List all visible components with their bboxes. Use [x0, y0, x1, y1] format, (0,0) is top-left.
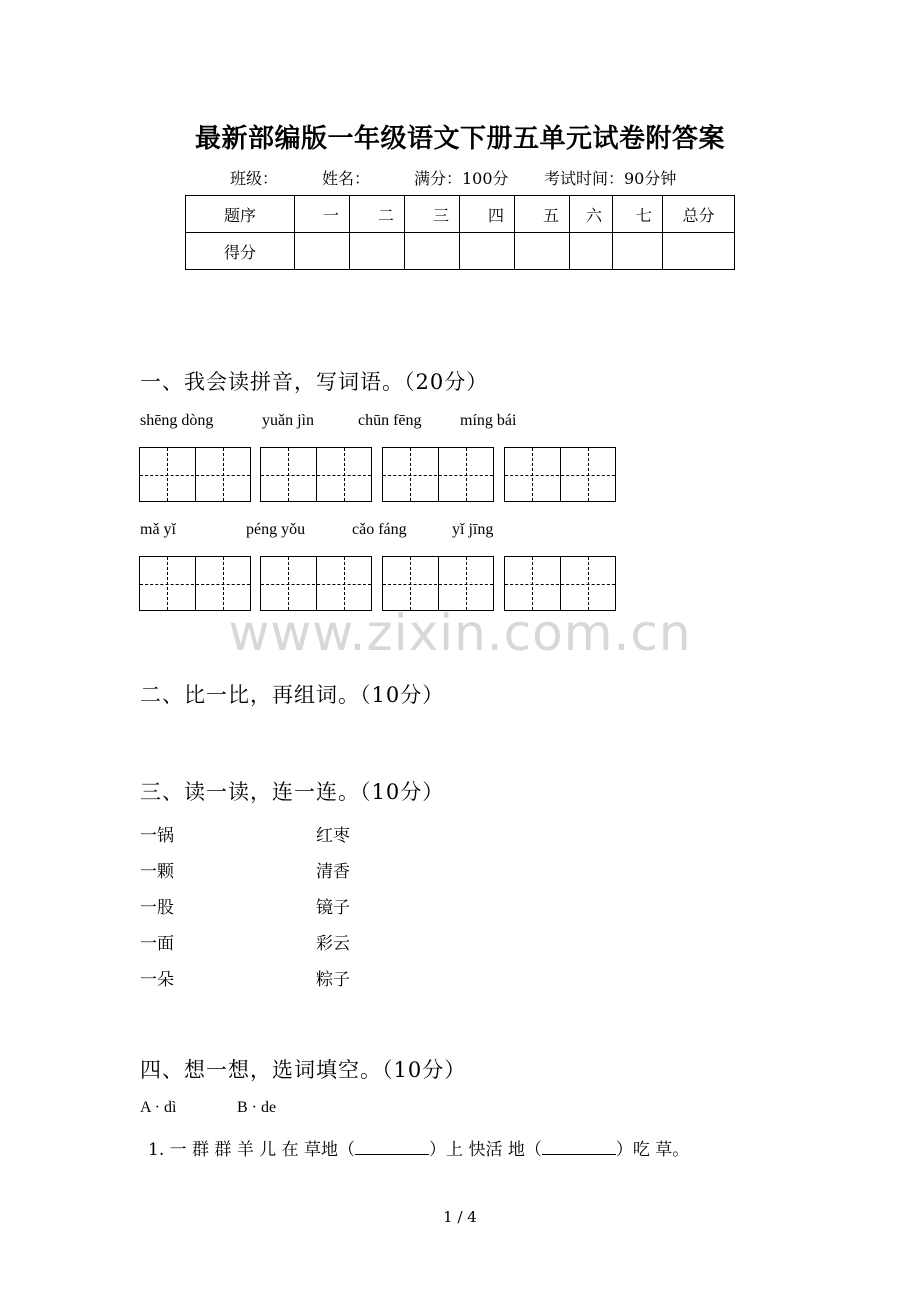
score-table-score-row: [186, 233, 735, 270]
match-right-item[interactable]: 红枣: [316, 826, 350, 846]
match-left-item[interactable]: 一颗: [140, 862, 174, 882]
section-3-heading: 三、读一读，连一连。（10分）: [140, 780, 445, 804]
score-cell[interactable]: [613, 233, 663, 270]
score-cell[interactable]: [663, 233, 735, 270]
question-1-part-3: ）吃 草。: [615, 1140, 690, 1160]
score-cell[interactable]: [460, 233, 515, 270]
answer-blank[interactable]: [355, 1138, 429, 1155]
header-cell: 三: [405, 196, 460, 233]
match-right-item[interactable]: 粽子: [316, 970, 350, 990]
page-number: 1 / 4: [443, 1208, 477, 1226]
header-cell: 题序: [186, 196, 295, 233]
header-cell: 七: [613, 196, 663, 233]
score-cell[interactable]: [405, 233, 460, 270]
section-1-heading: 一、我会读拼音，写词语。（20分）: [140, 370, 489, 394]
writing-grid[interactable]: [504, 556, 616, 611]
pinyin-label: míng bái: [460, 412, 517, 429]
exam-time-label: 考试时间：90分钟: [544, 169, 677, 188]
header-cell: 总分: [663, 196, 735, 233]
writing-grid[interactable]: [260, 556, 372, 611]
pinyin-label: mǎ yǐ: [140, 521, 176, 538]
match-right-item[interactable]: 镜子: [316, 898, 350, 918]
score-cell[interactable]: [350, 233, 405, 270]
score-table-header-row: [186, 196, 735, 233]
match-left-item[interactable]: 一股: [140, 898, 174, 918]
pinyin-label: péng yǒu: [246, 521, 306, 538]
match-left-item[interactable]: 一朵: [140, 970, 174, 990]
score-cell[interactable]: [515, 233, 570, 270]
writing-grid[interactable]: [139, 556, 251, 611]
name-label: 姓名：: [322, 169, 371, 188]
writing-grid[interactable]: [382, 556, 494, 611]
match-right-item[interactable]: 彩云: [316, 934, 350, 954]
option-b: B · de: [237, 1099, 277, 1116]
header-cell: 五: [515, 196, 570, 233]
writing-grid[interactable]: [382, 447, 494, 502]
question-1-part-1: 1. 一 群 群 羊 儿 在 草地（: [148, 1140, 356, 1160]
header-cell: 六: [570, 196, 613, 233]
full-score-label: 满分：100分: [414, 169, 509, 188]
pinyin-label: cǎo fáng: [352, 521, 407, 538]
header-cell: 二: [350, 196, 405, 233]
question-1-part-2: ）上 快活 地（: [429, 1140, 542, 1160]
answer-blank[interactable]: [542, 1138, 616, 1155]
pinyin-label: yuǎn jìn: [262, 412, 314, 429]
pinyin-label: shēng dòng: [140, 412, 214, 429]
option-a: A · dì: [140, 1099, 177, 1116]
match-left-item[interactable]: 一面: [140, 934, 174, 954]
writing-grid[interactable]: [139, 447, 251, 502]
header-cell: 四: [460, 196, 515, 233]
header-cell: 一: [295, 196, 350, 233]
section-4-heading: 四、想一想，选词填空。（10分）: [140, 1058, 467, 1082]
page-title: 最新部编版一年级语文下册五单元试卷附答案: [194, 124, 725, 154]
watermark: www.zixin.com.cn: [228, 604, 692, 662]
row-label: 得分: [186, 233, 295, 270]
score-cell[interactable]: [570, 233, 613, 270]
pinyin-label: chūn fēng: [358, 412, 422, 429]
question-1: [148, 1135, 689, 1160]
pinyin-label: yǐ jīng: [452, 521, 494, 538]
section-2-heading: 二、比一比，再组词。（10分）: [140, 683, 445, 707]
match-right-item[interactable]: 清香: [316, 862, 350, 882]
writing-grid[interactable]: [504, 447, 616, 502]
writing-grid[interactable]: [260, 447, 372, 502]
class-label: 班级：: [230, 169, 279, 188]
score-cell[interactable]: [295, 233, 350, 270]
match-left-item[interactable]: 一锅: [140, 826, 174, 846]
score-table: [185, 195, 735, 270]
